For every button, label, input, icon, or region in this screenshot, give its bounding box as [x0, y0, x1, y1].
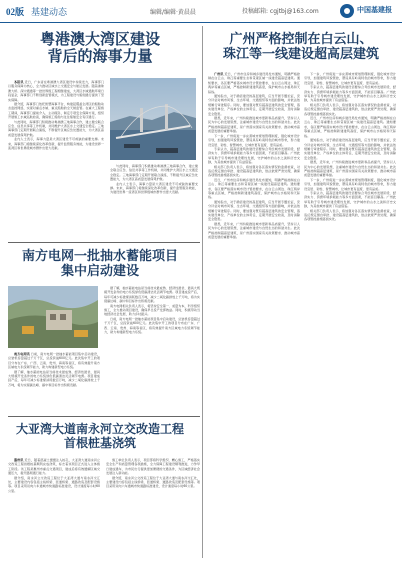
article-3-paragraph: 南方电网相关负责人表示，将坚持安全第一、质量为本，科学组织施工，全力推动项目建设，确保早日投产发挥效益。同时，积极带动当地经济社会发展，助力乡村振兴。 — [104, 303, 200, 317]
article-1-paragraph: 业内人士表示，海事力量是大湾区建设不可或缺的重要支撑。未来，海事部门将继续深化改革创新，提升监管服务效能，为建设世界一流湾区和世界级城市群作出更大贡献。 — [110, 181, 198, 195]
article-2-title-line2: 珠江等一线建设超高层建筑 — [222, 45, 379, 61]
article-2-paragraph: 相关部门负责人表示，将加强对各区落实情况的监督检查，对违反规定擅自审批、建设超高层建筑的，依法依规严肃处理，确保各项管控措施落到实处。 — [304, 102, 396, 116]
article-2-paragraph: 相关部门负责人表示，将加强对各区落实情况的监督检查，对违反规定擅自审批、建设超高层建筑的，依法依规严肃处理，确保各项管控措施落到实处。 — [304, 208, 396, 222]
article-1-title-line2: 背后的海事力量 — [47, 49, 153, 66]
article-2-body-col1 — [208, 72, 300, 558]
article-2-paragraph: 专家认为，超高层建筑的建设需要综合考虑城市发展阶段、经济实力、资源环境承载能力等多方面因素，不能盲目攀高。广州此举有助于引导城市建设理性发展，守护城市的山水之美和历史文脉，为其他城市提供了有益借鉴。 — [304, 85, 396, 103]
article-1-title-line1: 粤港澳大湾区建设 — [39, 32, 160, 48]
article-3-photo — [8, 286, 98, 348]
article-4-title — [10, 423, 190, 451]
article-2-paragraph: 近日，广州市住房和城乡建设局发布通知，明确严格控制在白云山、珠江等重要生态和景观区域一线建设超高层建筑。通知要求，各区要严格落实城市设计管控要求，在白云山周边、珠江两岸等重点区域，严格控制新建建筑高度，保护城市山水格局和天际线。 — [208, 72, 300, 94]
article-1-photo — [110, 78, 196, 160]
article-2-lead: 广州讯 — [214, 72, 224, 76]
page-number: 02版 — [6, 7, 25, 17]
article-3-paragraph: 日前，南方电网一批抽水蓄能项目集中启动建设，总装机容量超过千万千瓦，总投资逾600亿元。此次集中开工的项目分布在广东、广西、云南、贵州、海南等省区，将有效提升南方区域电力系统调节能力，助力构建新型电力系统。 — [8, 352, 100, 370]
article-2-paragraph: 下一步，广州将进一步完善城市规划管理制度，强化城市设计引导，加强建筑风貌管控，塑造具有岭南特色的城市形象，努力建设宜居、韧性、智慧城市，让城市更有温度、更有品质。 — [304, 177, 396, 191]
article-2-paragraph: 专家认为，超高层建筑的建设需要综合考虑城市发展阶段、经济实力、资源环境承载能力等多方面因素，不能盲目攀高。广州此举有助于引导城市建设理性发展，守护城市的山水之美和历史文脉，为其他城市提供了有益借鉴。 — [208, 146, 300, 165]
edition-info: 编辑/编辑·黄晨晨 — [150, 9, 196, 16]
article-3-paragraph: 据了解，抽水蓄能电站是当前技术最成熟、经济性最优、最具大规模开发条件的电力系统绿色低碳清洁灵活调节电源。项目建成投产后，每年可减少标准煤消耗数百万吨，减少二氧化碳排放上千万吨，将为实现碳达峰、碳中和目标作出积极贡献。 — [104, 286, 200, 304]
article-4-lead: 惠州讯 — [14, 458, 24, 462]
article-2-paragraph: 下一步，广州将进一步完善城市规划管理制度，强化城市设计引导，加强建筑风貌管控，塑造具有岭南特色的城市形象，努力建设宜居、韧性、智慧城市，让城市更有温度、更有品质。 — [208, 133, 300, 147]
logo-icon — [340, 4, 354, 18]
article-4-body-col2 — [106, 458, 200, 558]
article-3-paragraph: 日前，南方电网一批抽水蓄能项目集中启动建设，总装机容量超过千万千瓦，总投资逾600亿元。此次集中开工的项目分布在广东、广西、云南、贵州、海南等省区，将有效提升南方区域电力系统调节能力，助力构建新型电力系统。 — [104, 316, 200, 335]
article-4-paragraph: 近日，随着混凝土缓缓注入桩孔，大亚湾大道南永河立交改造工程首根桩基顺利完成浇筑，标志着该项目正式进入主体施工阶段。该工程是惠州市重点交通项目，建成后将有效缓解区域交通压力，提升路网通行能力。 — [8, 458, 100, 476]
column-divider — [202, 26, 203, 558]
article-1-lead: 本报讯 — [14, 80, 24, 84]
article-1-paragraph: 与此同时，海事部门积极推动粤港澳三地海事合作，建立健全联合应急、信息共享等工作机制，共同维护大湾区水上交通安全稳定。三地海事部门定期开展联合演练，不断提升区域应急处置能力，为大湾区高质量发展保驾护航。 — [110, 164, 198, 182]
article-3-title-line2: 集中启动建设 — [60, 262, 139, 278]
article-3-lead: 南方电网讯 — [14, 352, 30, 356]
logo-text: 中国基建报 — [357, 6, 392, 14]
article-3-paragraph: 据了解，抽水蓄能电站是当前技术最成熟、经济性最优、最具大规模开发条件的电力系统绿色低碳清洁灵活调节电源。项目建成投产后，每年可减少标准煤消耗数百万吨，减少二氧化碳排放上千万吨，将为实现碳达峰、碳中和目标作出积极贡献。 — [8, 369, 100, 387]
article-2-body-col2 — [304, 72, 396, 558]
article-2-paragraph: 据悉，近年来，广州持续推进城市更新和品质提升，坚持以人民为中心的发展思想，注重城市建设与自然生态的和谐共生。此次严格控制超高层建筑，是广州落实国家有关政策要求、推动城市高质量发展的重要举措。 — [208, 221, 300, 240]
article-1-paragraph: 近日，广东省在粤港澳大湾区建设中持续发力，海事部门以服务保障为核心，全力推动区域水上交通安全与航运发展。随着港珠澳大桥、深中通道等一批世界级工程相继建成，大湾区水域通航环境日趋复杂，海事部门不断创新监管模式，为工程建设与船舶通行提供了坚实保障。 — [8, 80, 104, 102]
article-2-paragraph: 据悉，近年来，广州持续推进城市更新和品质提升，坚持以人民为中心的发展思想，注重城市建设与自然生态的和谐共生。此次严格控制超高层建筑，是广州落实国家有关政策要求、推动城市高质量发展的重要举措。 — [304, 160, 396, 178]
article-1-paragraph: 据介绍，海事部门依托智慧海事平台，构建起覆盖全湾区的船舶动态监控网络，实现对重点水域、重点船舶的全天候监管。在重大工程施工期间，海事部门提前介入、主动服务，制定专项安全保障方案，组织开展施工水域巡航检查，确保施工船舶与过往船舶安全有序通行。 — [8, 102, 104, 120]
article-1-paragraph: 与此同时，海事部门积极推动粤港澳三地海事合作，建立健全联合应急、信息共享等工作机制，共同维护大湾区水上交通安全稳定。三地海事部门定期开展联合演练，不断提升区域应急处置能力，为大湾区高质量发展保驾护航。 — [8, 119, 104, 137]
article-3-title-line1: 南方电网一批抽水蓄能项目 — [21, 248, 178, 263]
article-2-paragraph: 近日，广州市住房和城乡建设局发布通知，明确严格控制在白云山、珠江等重要生态和景观区域一线建设超高层建筑。通知要求，各区要严格落实城市设计管控要求，在白云山周边、珠江两岸等重点区域，严格控制新建建筑高度，保护城市山水格局和天际线。 — [304, 116, 396, 138]
article-3-body-col2 — [104, 286, 200, 412]
article-4-title-line2: 首根桩基浇筑 — [63, 435, 136, 450]
article-1-paragraph: 业内人士表示，海事力量是大湾区建设不可或缺的重要支撑。未来，海事部门将继续深化改革创新，提升监管服务效能，为建设世界一流湾区和世界级城市群作出更大贡献。 — [8, 137, 104, 151]
divider — [8, 242, 200, 243]
article-2-paragraph: 通知指出，对于确需建设的高层建筑，应当开展专题论证，充分评估对城市风貌、生态环境、交通组织等方面的影响，并依法依规履行审批程序。同时，要加强对既有超高层建筑的安全管理，落实建设单位、产权单位的主体责任，定期开展安全检查，及时消除安全隐患。 — [304, 138, 396, 160]
article-2-paragraph: 下一步，广州将进一步完善城市规划管理制度，强化城市设计引导，加强建筑风貌管控，塑造具有岭南特色的城市形象，努力建设宜居、韧性、智慧城市，让城市更有温度、更有品质。 — [304, 72, 396, 85]
newspaper-logo — [340, 2, 398, 20]
article-4-title-line1: 大亚湾大道南永河立交改造工程 — [15, 422, 184, 436]
contact-email: 投稿邮箱: cgjtbj@163.com — [242, 8, 319, 15]
article-2-paragraph: 专家认为，超高层建筑的建设需要综合考虑城市发展阶段、经济实力、资源环境承载能力等多方面因素，不能盲目攀高。广州此举有助于引导城市建设理性发展，守护城市的山水之美和历史文脉，为其他城市提供了有益借鉴。 — [304, 190, 396, 209]
article-3-body-col1 — [8, 352, 100, 412]
article-4-paragraph: 据介绍，南永河立交改造工程位于大亚湾大道与南永河交汇处，主要建设内容包括主线桥梁、匝道桥梁、道路改造及配套设施等。项目采用双向六车道城市快速路标准建设，设计速度每小时60公里。 — [106, 475, 200, 489]
article-4-body-col1 — [8, 458, 100, 558]
article-4-paragraph: 施工单位负责人表示，项目部将科学组织、精心施工，严格落实安全生产和质量管理各项措施，全力保障工程建设顺利推进，力争早日建成通车，为市民出行提供更加便捷的交通条件，为区域经济社会发展注入新动能。 — [106, 458, 200, 476]
article-2-title-line1: 广州严格控制在白云山、 — [229, 31, 373, 46]
article-1-title — [10, 32, 190, 67]
article-2-paragraph: 据悉，近年来，广州持续推进城市更新和品质提升，坚持以人民为中心的发展思想，注重城市建设与自然生态的和谐共生。此次严格控制超高层建筑，是广州落实国家有关政策要求、推动城市高质量发展的重要举措。 — [208, 116, 300, 134]
divider — [8, 416, 200, 417]
article-2-paragraph: 通知指出，对于确需建设的高层建筑，应当开展专题论证，充分评估对城市风貌、生态环境、交通组织等方面的影响，并依法依规履行审批程序。同时，要加强对既有超高层建筑的安全管理，落实建设单位、产权单位的主体责任，定期开展安全检查，及时消除安全隐患。 — [208, 94, 300, 116]
article-2-title — [205, 32, 397, 62]
article-4-paragraph: 据介绍，南永河立交改造工程位于大亚湾大道与南永河交汇处，主要建设内容包括主线桥梁、匝道桥梁、道路改造及配套设施等。项目采用双向六车道城市快速路标准建设，设计速度每小时60公里。 — [8, 475, 100, 493]
article-3-title — [10, 249, 190, 279]
article-2-paragraph: 近日，广州市住房和城乡建设局发布通知，明确严格控制在白云山、珠江等重要生态和景观区域一线建设超高层建筑。通知要求，各区要严格落实城市设计管控要求，在白云山周边、珠江两岸等重点区域，严格控制新建建筑高度，保护城市山水格局和天际线。 — [208, 177, 300, 200]
page-header — [0, 0, 402, 23]
article-2-paragraph: 相关部门负责人表示，将加强对各区落实情况的监督检查，对违反规定擅自审批、建设超高层建筑的，依法依规严肃处理，确保各项管控措施落到实处。 — [208, 164, 300, 178]
section-name: 基建动态 — [31, 7, 68, 17]
article-2-paragraph: 通知指出，对于确需建设的高层建筑，应当开展专题论证，充分评估对城市风貌、生态环境、交通组织等方面的影响，并依法依规履行审批程序。同时，要加强对既有超高层建筑的安全管理，落实建设单位、产权单位的主体责任，定期开展安全检查，及时消除安全隐患。 — [208, 199, 300, 222]
